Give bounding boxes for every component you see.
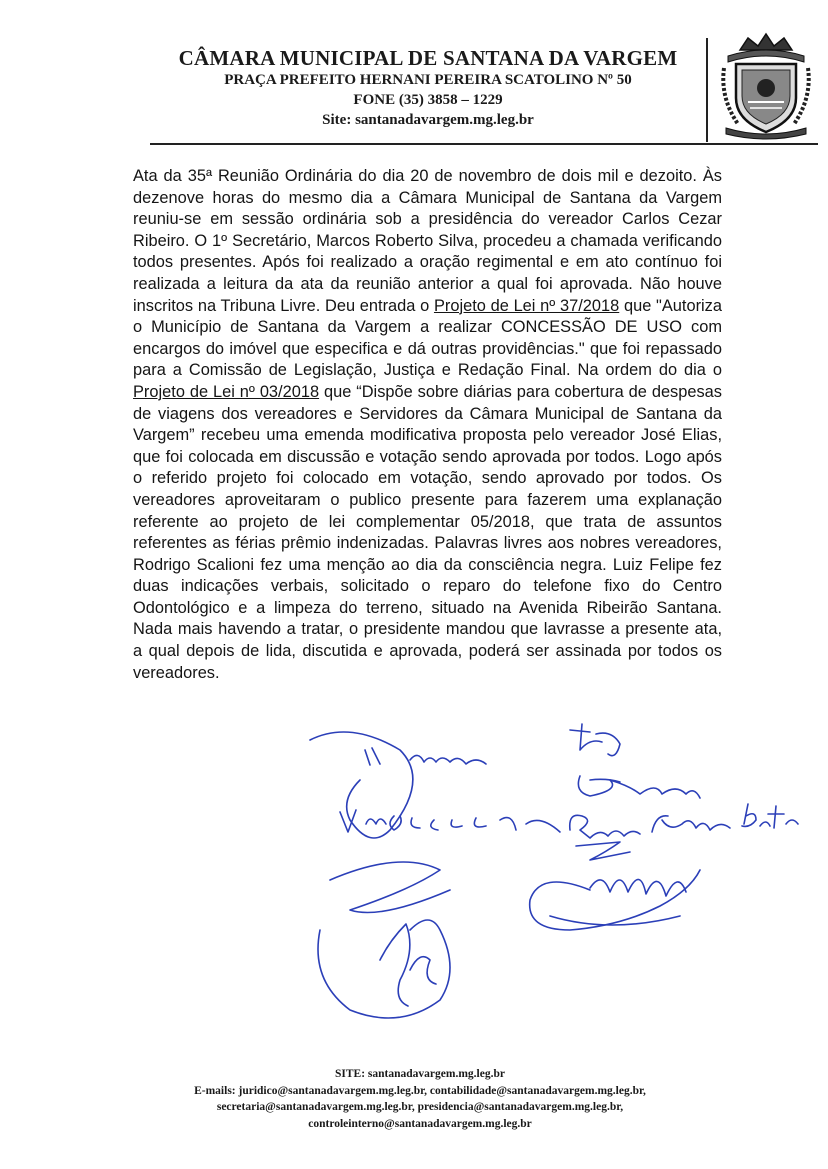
signature-kj [570, 724, 620, 756]
institution-site: Site: santanadavargem.mg.leg.br [322, 112, 534, 128]
signatures-area [290, 720, 810, 1040]
signature-rodrigo [570, 804, 798, 860]
minutes-body [133, 166, 722, 684]
header-vertical-divider [706, 38, 708, 142]
signature-oval-script [530, 870, 700, 930]
bill-reference-37-2018: Projeto de Lei nº 37/2018 [433, 296, 620, 315]
footer-contacts [120, 1066, 720, 1132]
signature-vinicius [340, 810, 560, 832]
minutes-text-part-2: que "Autoriza o Município de Santana da Vargem a realizar CONCESSÃO DE USO com encargos do imóvel que especifica e dá outras providências." que foi repassado para a Comissão de Legislação, Justiça e Redação Final. Na ordem do dia o [133, 296, 722, 380]
municipal-crest-icon [718, 28, 814, 140]
letterhead [150, 46, 706, 130]
header-horizontal-divider [150, 143, 818, 145]
signature-damiao [310, 732, 486, 838]
institution-phone: FONE (35) 3858 – 1229 [353, 92, 503, 108]
minutes-text-part-1: Ata da 35ª Reunião Ordinária do dia 20 de novembro de dois mil e dezoito. Às dezenove horas do mesmo dia a Câmara Municipal de Santana da Vargem reuniu-se em sessão ordinária sob a presidência do vereador Carlos Cezar Ribeiro. O 1º Secretário, Marcos Roberto Silva, procedeu a chamada verificando todos presentes. Após foi realizado a oração regimental e em ato contínuo foi realizada a leitura da ata da reunião anterior a qual foi aprovada. Não houve inscritos na Tribuna Livre. Deu entrada o [133, 167, 722, 315]
signature-oval-loops [318, 862, 450, 1018]
bill-reference-03-2018: Projeto de Lei nº 03/2018 [133, 382, 320, 401]
footer-emails-line-1: E-mails: juridico@santanadavargem.mg.leg.br, contabilidade@santanadavargem.mg.leg.br, [194, 1084, 646, 1097]
institution-address: PRAÇA PREFEITO HERNANI PEREIRA SCATOLINO Nº 50 [224, 72, 632, 88]
minutes-text-part-3: que “Dispõe sobre diárias para cobertura de despesas de viagens dos vereadores e Servidores da Câmara Municipal de Santana da Vargem” recebeu uma emenda modificativa proposta pelo vereador José Elias, que foi colocada em discussão e votação sendo aprovada por todos. Logo após o referido projeto foi colocado em votação, sendo aprovado por todos. Os vereadores aproveitaram o publico presente para fazerem uma explanação referente ao projeto de lei complementar 05/2018, que trata de assuntos referentes as férias prêmio indenizadas. Palavras livres aos nobres vereadores, Rodrigo Scalioni fez uma menção ao dia da consciência negra. Luiz Felipe fez duas indicações verbais, solicitado o reparo do telefone fixo do Centro Odontológico e a limpeza do terreno, situado na Avenida Ribeirão Santana. Nada mais havendo a tratar, o presidente mandou que lavrasse a presente ata, a qual depois de lida, discutida e aprovada, poderá ser assinada por todos os vereadores. [133, 382, 722, 682]
footer-site: SITE: santanadavargem.mg.leg.br [335, 1068, 505, 1080]
footer-emails-line-3: controleinterno@santanadavargem.mg.leg.br [308, 1117, 532, 1130]
footer-emails-line-2: secretaria@santanadavargem.mg.leg.br, presidencia@santanadavargem.mg.leg.br, [216, 1101, 624, 1113]
signature-benedito [578, 776, 700, 798]
institution-title: CÂMARA MUNICIPAL DE SANTANA DA VARGEM [178, 46, 678, 70]
